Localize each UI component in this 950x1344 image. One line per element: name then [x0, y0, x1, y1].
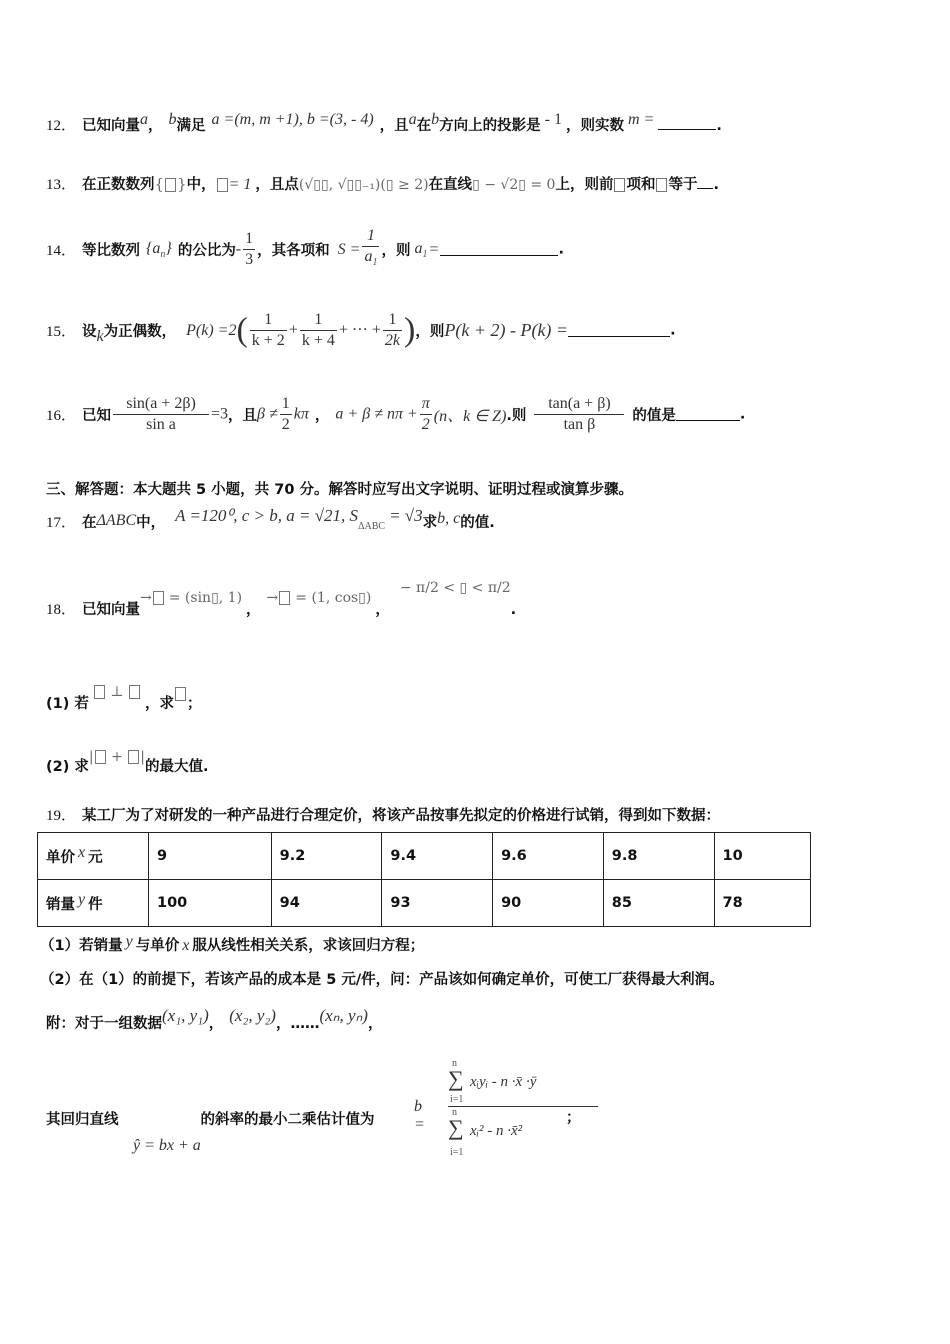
q18-comma-2: ，: [375, 602, 390, 618]
sum-lower: i=1: [450, 1147, 464, 1158]
part-text: （1）若销量: [40, 938, 123, 954]
vector-b-ref: b: [431, 111, 440, 128]
q17-text-4: 的值.: [460, 515, 495, 531]
q16-end: .: [739, 406, 746, 423]
q12-end: .: [716, 118, 722, 134]
q14-text-4: ，则: [381, 243, 411, 260]
question-19-part-2: （2）在（1）的前提下，若该产品的成本是 5 元/件，问：产品该如何确定单价，可使工厂获得最大利润。: [40, 972, 724, 988]
table-cell: 9.4: [382, 833, 493, 880]
q15-end: .: [670, 322, 676, 339]
p-difference: P(k + 2) - P(k) =: [444, 320, 569, 340]
question-19-part-1: [40, 934, 424, 955]
question-number: 12．: [46, 118, 77, 134]
q16-text-2: ，且: [228, 408, 258, 424]
sum-lower: i=1: [450, 1094, 464, 1105]
question-number: 13．: [46, 177, 77, 193]
appendix-end: ，: [367, 1016, 383, 1032]
sigma-symbol: ∑: [448, 1115, 464, 1140]
question-16: [46, 394, 745, 435]
q18-comma: ，: [246, 602, 261, 618]
question-number: 15．: [46, 324, 77, 340]
given-conditions: A =120⁰, c > b, a = √21, S: [175, 506, 359, 525]
q13-text-6: 项和: [626, 177, 656, 193]
q18-end: .: [510, 602, 517, 618]
q12-comma: ，: [148, 118, 163, 134]
table-cell: 9.8: [603, 833, 714, 880]
pi-half: $\frac{\pi}{2}$: [421, 395, 430, 433]
projection-value: - 1: [544, 111, 562, 128]
table-cell: 10: [714, 833, 810, 880]
equals: =: [429, 240, 439, 258]
row-header-price: 单价 x 元: [38, 833, 149, 880]
part-text: 的最大值.: [144, 759, 209, 775]
q13-text-5: 上，则前: [555, 177, 614, 193]
q14-text-2: 的公比为: [177, 243, 236, 260]
denominator-expr: xᵢ² - n ·x̄²: [470, 1123, 523, 1139]
p-definition: P(k) =2: [186, 321, 237, 339]
answer-blank: [440, 243, 558, 256]
regression-label: 其回归直线: [46, 1112, 119, 1128]
vector-b: b: [168, 111, 177, 128]
q12-text: 已知向量: [82, 118, 141, 134]
q13-text-4: 在直线: [428, 177, 473, 193]
regression-line: ŷ = bx + a: [133, 1137, 201, 1154]
x-var: x: [182, 937, 190, 954]
y-var: y: [125, 933, 133, 950]
m-variable: m =: [627, 111, 655, 128]
price-sales-table: [37, 832, 811, 927]
sum-fraction: $\frac{1}{a_1}$: [364, 227, 378, 269]
vector-a: a: [140, 111, 149, 128]
point-expression: (√▯▯, √▯▯₋₁)(▯ ≥ 2): [298, 177, 429, 193]
fraction-3: $\frac{1}{2k}$: [384, 311, 401, 349]
question-12: [46, 111, 722, 135]
b-equals: b =: [414, 1098, 425, 1133]
numerator-expr: xᵢyᵢ - n ·x̄ ·ȳ: [470, 1074, 537, 1090]
separator: ，: [314, 408, 330, 424]
point-n: (xₙ, yₙ): [319, 1006, 368, 1025]
ratio-fraction: $\frac{1}{3}$: [245, 230, 254, 269]
sn-placeholder: [656, 178, 667, 192]
vector-a-ref: a: [408, 111, 417, 128]
q15-text: 设: [82, 324, 97, 340]
q19-text: 某工厂为了对研发的一种产品进行合理定价，将该产品按事先拟定的价格进行试销，得到如下数据：: [82, 808, 721, 824]
q13-text-3: ，且点: [255, 177, 299, 193]
answer-blank: [676, 408, 740, 421]
sum-s: S =: [337, 240, 361, 258]
table-cell: 100: [149, 880, 272, 927]
part-end: ；: [186, 696, 202, 712]
q18-text: 已知向量: [82, 602, 141, 618]
a1-placeholder: [217, 178, 228, 192]
fraction-1: $\frac{1}{k + 2}$: [251, 311, 285, 349]
vector-b-arrow: →: [267, 590, 292, 606]
k-variable: k: [96, 327, 104, 345]
sum-magnitude: | + |: [88, 749, 145, 765]
table-row: [38, 833, 811, 880]
sigma-symbol: ∑: [448, 1066, 464, 1091]
table-cell: 9.2: [271, 833, 382, 880]
section-heading: 三、解答题：本大题共 5 小题，共 70 分。解答时应写出文字说明、证明过程或演算步骤。: [46, 482, 633, 498]
formula-end: ；: [566, 1110, 581, 1126]
q17-text-2: 中，: [136, 515, 166, 531]
minus-sign: -: [235, 240, 242, 258]
question-14: [46, 226, 564, 273]
q15-text-3: ，则: [415, 324, 445, 340]
q13-text-2: 中，: [186, 177, 216, 193]
sum-upper: n: [452, 1058, 457, 1069]
q16-text-4: 的值是: [632, 408, 676, 424]
question-15: [46, 310, 676, 351]
sine-ratio: $\frac{\sin(a + 2\beta)}{\text{sin a}}$: [113, 394, 209, 435]
q14-end: .: [558, 241, 564, 258]
slope-label: 的斜率的最小二乘估计值为: [200, 1112, 375, 1128]
ellipsis: + ··· +: [338, 321, 381, 339]
q13-text-7: 等于: [668, 177, 698, 193]
area-value: = √3: [389, 506, 423, 525]
table-cell: 9: [149, 833, 272, 880]
ellipsis: ，……: [275, 1016, 320, 1032]
table-cell: 9.6: [493, 833, 604, 880]
n-placeholder: [614, 178, 625, 192]
numerator: [448, 1058, 598, 1107]
q13-text: 在正数数列: [82, 177, 155, 193]
right-paren: ): [404, 311, 416, 349]
k-pi: kπ: [293, 405, 309, 423]
theta-placeholder: [175, 687, 186, 701]
regression-text: [46, 1108, 375, 1129]
question-number: 17．: [46, 515, 77, 531]
question-18: [46, 580, 517, 619]
q12-text-6: ，则实数: [565, 118, 624, 134]
question-18-part-2: [46, 749, 209, 776]
question-number: 16．: [46, 408, 77, 424]
a1-value: = 1: [228, 176, 252, 193]
condition-2: a + β ≠ nπ +: [335, 405, 418, 423]
q17-text: 在: [82, 515, 97, 531]
perp-condition: ⊥: [93, 684, 141, 700]
q15-text-2: 为正偶数，: [103, 324, 177, 340]
row-header-sales: 销量 y 件: [38, 880, 149, 927]
vector-a-arrow: →: [140, 590, 165, 606]
q16-text-3: .则: [506, 408, 527, 424]
q12-text-4: 在: [416, 118, 432, 134]
part-label: (2) 求: [46, 759, 89, 775]
point-2: (x₂, y₂): [229, 1006, 276, 1025]
domain-note: (n、k ∈ Z): [433, 408, 507, 425]
table-cell: 94: [271, 880, 382, 927]
triangle-abc: ΔABC: [96, 512, 137, 529]
part-text-2: 与单价: [135, 938, 180, 954]
question-13: [46, 173, 719, 194]
sequence-an: $\{a_n\}$: [146, 239, 172, 260]
table-cell: 93: [382, 880, 493, 927]
fraction-2: $\frac{1}{k + 4}$: [301, 311, 335, 349]
q13-end: .: [713, 177, 719, 193]
line-equation: ▯ − √2▯ = 0: [472, 177, 556, 193]
table-cell: 78: [714, 880, 810, 927]
a1-symbol: $a_1$: [414, 239, 428, 260]
q12-vectors: a =(m, m +1), b =(3, - 4): [211, 111, 374, 128]
sum-upper: n: [452, 1107, 457, 1118]
part-label: (1) 若: [46, 696, 89, 712]
appendix-text: 附：对于一组数据: [46, 1016, 162, 1032]
part-text: ，求: [144, 696, 174, 712]
theta-range: − π/2 < ▯ < π/2: [399, 580, 511, 596]
part-text-3: 服从线性相关关系，求该回归方程；: [192, 938, 425, 954]
tan-ratio: $\frac{\tan(a + \beta)}{\text{tan β}}$: [534, 394, 624, 435]
q14-text: 等比数列: [82, 243, 141, 260]
answer-blank: [658, 117, 716, 130]
q14-text-3: ，其各项和: [257, 243, 330, 260]
question-17: [46, 506, 495, 534]
condition-1: β ≠: [257, 405, 278, 423]
sequence-symbol: { }: [154, 175, 187, 193]
question-number: 14．: [46, 243, 77, 260]
plus-sign: +: [288, 321, 298, 339]
answer-blank: [697, 176, 713, 189]
equals-3: =3: [211, 405, 229, 423]
question-number: 18．: [46, 602, 77, 618]
half-fraction: $\frac{1}{2}$: [281, 395, 290, 433]
question-19: [46, 804, 720, 825]
q12-text-2: 满足: [176, 118, 206, 134]
q17-text-3: 求: [422, 515, 438, 531]
b-c-vars: b, c: [437, 510, 461, 527]
left-paren: (: [236, 311, 248, 349]
point-1: (x₁, y₁): [162, 1006, 209, 1025]
table-cell: 85: [603, 880, 714, 927]
vector-a-def: = (sin▯, 1): [168, 590, 243, 606]
q12-text-3: ，且: [379, 118, 409, 134]
question-18-part-1: [46, 684, 202, 713]
q12-text-5: 方向上的投影是: [439, 118, 541, 134]
answer-blank: [568, 324, 670, 337]
question-number: 19．: [46, 808, 77, 824]
appendix-data: [46, 1006, 383, 1033]
q16-text: 已知: [82, 408, 112, 424]
table-cell: 90: [493, 880, 604, 927]
vector-b-def: = (1, cos▯): [295, 590, 372, 606]
area-subscript: ΔABC: [358, 521, 386, 532]
comma: ，: [208, 1016, 224, 1032]
table-row: [38, 880, 811, 927]
